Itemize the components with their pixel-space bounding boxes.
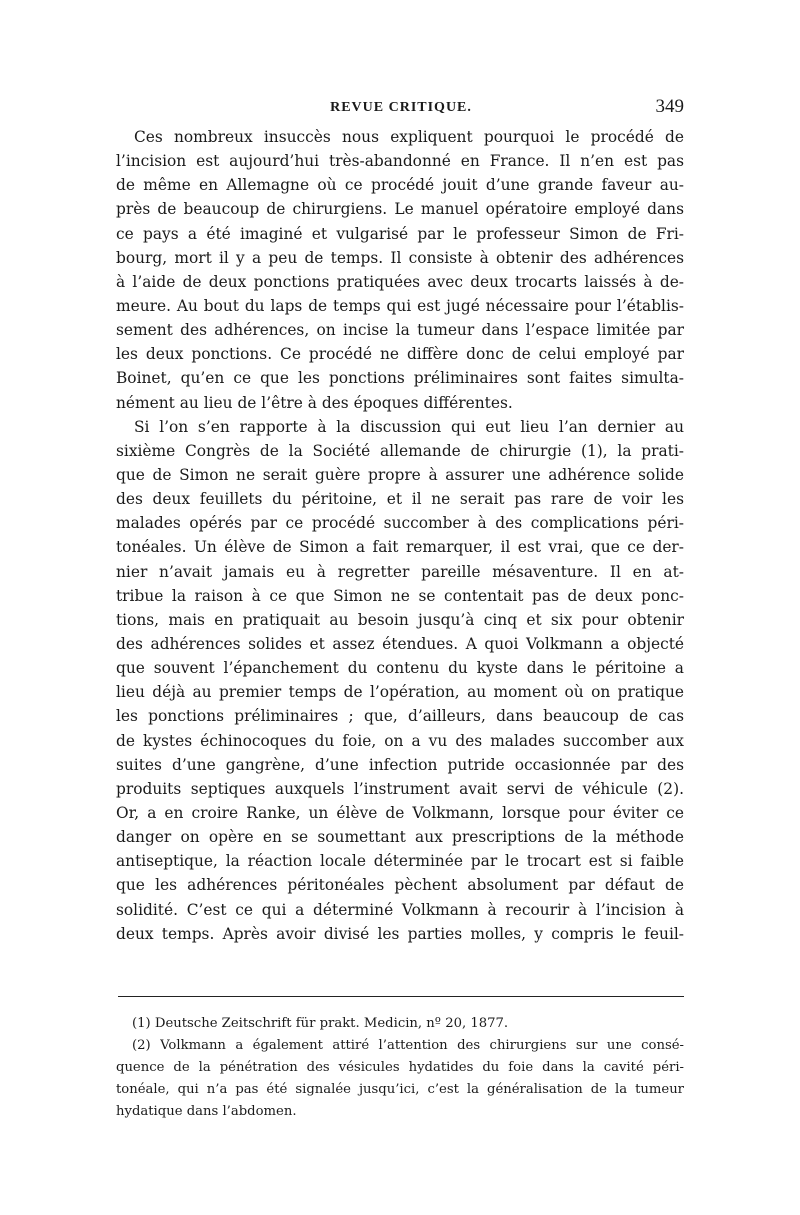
text-line: Or, a en croire Ranke, un élève de Volkmann, lorsque pour éviter ce	[116, 803, 684, 822]
text-line: que souvent l’épanchement du contenu du kyste dans le péritoine a	[116, 659, 684, 678]
text-line: malades opérés par ce procédé succomber à des complications péri-	[116, 514, 684, 533]
footnotes	[116, 1013, 684, 1123]
text-line: sement des adhérences, on incise la tumeur dans l’espace limitée par	[116, 321, 684, 340]
text-line: nément au lieu de l’être à des époques différentes.	[116, 393, 513, 412]
text-line: solidité. C’est ce qui a déterminé Volkmann à recourir à l’incision à	[116, 900, 684, 919]
text-line: l’incision est aujourd’hui très-abandonné en France. Il n’en est pas	[116, 152, 684, 171]
body-text	[116, 125, 684, 946]
text-line: des adhérences solides et assez étendues. A quoi Volkmann a objecté	[116, 634, 684, 653]
text-line: Si l’on s’en rapporte à la discussion qui eut lieu l’an dernier au	[134, 417, 684, 436]
footnote-line: tonéale, qui n’a pas été signalée jusqu’ici, c’est la généralisation de la tumeur	[116, 1082, 684, 1097]
running-title: REVUE CRITIQUE.	[330, 100, 472, 115]
running-head	[118, 96, 684, 120]
text-line: ce pays a été imaginé et vulgarisé par le professeur Simon de Fri-	[116, 224, 684, 243]
text-line: tribue la raison à ce que Simon ne se contentait pas de deux ponc-	[116, 586, 684, 605]
text-line: que les adhérences péritonéales pèchent absolument par défaut de	[116, 876, 684, 895]
text-line: suites d’une gangrène, d’une infection putride occasionnée par des	[116, 755, 684, 774]
text-line: Ces nombreux insuccès nous expliquent pourquoi le procédé de	[134, 128, 684, 146]
footnote-line: hydatique dans l’abdomen.	[116, 1104, 297, 1119]
text-line: à l’aide de deux ponctions pratiquées avec deux trocarts laissés à de-	[116, 272, 684, 291]
text-line: de même en Allemagne où ce procédé jouit d’une grande faveur au-	[116, 176, 684, 195]
footnote-line: quence de la pénétration des vésicules hydatides du foie dans la cavité péri-	[116, 1060, 684, 1075]
text-line: les ponctions préliminaires ; que, d’ailleurs, dans beaucoup de cas	[116, 707, 684, 726]
text-line: tonéales. Un élève de Simon a fait remarquer, il est vrai, que ce der-	[116, 538, 684, 557]
text-line: Boinet, qu’en ce que les ponctions préliminaires sont faites simulta-	[116, 369, 684, 388]
text-line: les deux ponctions. Ce procédé ne diffère donc de celui employé par	[116, 345, 684, 364]
text-line: deux temps. Après avoir divisé les parties molles, y compris le feuil-	[116, 924, 684, 943]
text-line: produits septiques auxquels l’instrument avait servi de véhicule (2).	[116, 779, 684, 798]
text-line: meure. Au bout du laps de temps qui est jugé nécessaire pour l’établis-	[116, 296, 684, 315]
text-line: sixième Congrès de la Société allemande de chirurgie (1), la prati-	[116, 441, 684, 460]
text-line: de kystes échinocoques du foie, on a vu des malades succomber aux	[116, 731, 684, 750]
text-line: que de Simon ne serait guère propre à assurer une adhérence solide	[116, 465, 684, 484]
text-line: antiseptique, la réaction locale déterminée par le trocart est si faible	[116, 852, 684, 871]
text-line: tions, mais en pratiquait au besoin jusqu’à cinq et six pour obtenir	[116, 610, 684, 629]
text-line: près de beaucoup de chirurgiens. Le manuel opératoire employé dans	[116, 200, 684, 219]
text-line: bourg, mort il y a peu de temps. Il consiste à obtenir des adhérences	[116, 248, 684, 267]
footnote-line: (1) Deutsche Zeitschrift für prakt. Medicin, nº 20, 1877.	[132, 1016, 509, 1031]
text-line: danger on opère en se soumettant aux prescriptions de la méthode	[116, 828, 684, 847]
footnote-line: (2) Volkmann a également attiré l’attention des chirurgiens sur une consé-	[132, 1038, 684, 1053]
page-number: 349	[655, 96, 684, 117]
text-line: nier n’avait jamais eu à regretter pareille mésaventure. Il en at-	[116, 562, 684, 581]
footnote-divider	[118, 996, 684, 997]
text-line: des deux feuillets du péritoine, et il ne serait pas rare de voir les	[116, 490, 684, 509]
text-line: lieu déjà au premier temps de l’opération, au moment où on pratique	[116, 683, 684, 702]
